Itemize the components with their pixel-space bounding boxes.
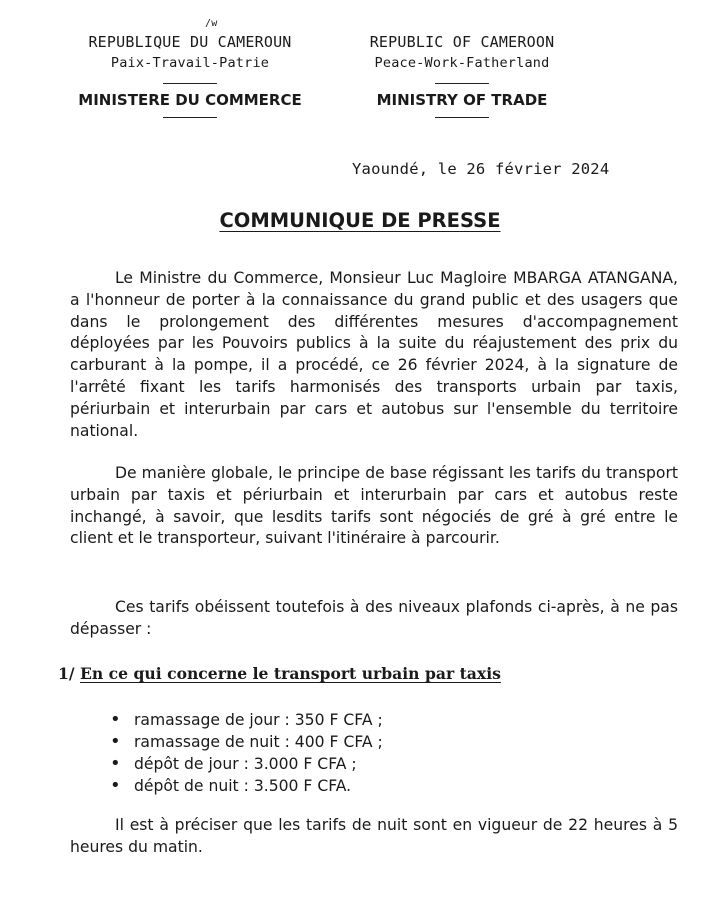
ministry-name-fr: MINISTERE DU COMMERCE [78,91,302,109]
header-left [50,33,330,71]
header-left-rule-1 [163,83,217,84]
page-title: COMMUNIQUE DE PRESSE [219,209,501,232]
section-number: 1/ [58,664,75,683]
list-item: • dépôt de nuit : 3.500 F CFA. [110,775,383,797]
date-line: Yaoundé, le 26 février 2024 [352,160,610,178]
ministry-name-en: MINISTRY OF TRADE [376,91,548,109]
motto-en: Peace-Work-Fatherland [374,55,550,71]
initials-mark: /w [205,18,218,29]
closing-paragraph: Il est à préciser que les tarifs de nuit sont en vigueur de 22 heures à 5 heures du matin. [70,816,678,856]
header-left-rule-2 [163,117,217,118]
header-right-rule-2 [435,117,489,118]
paragraph-1: Le Ministre du Commerce, Monsieur Luc Magloire MBARGA ATANGANA, a l'honneur de porter à la connaissance du grand public et des usagers que dans le prolongement des différentes mesures d'accompagnement déployées par les Pouvoirs publics à la suite du réajustement des prix du carburant à la pompe, il a procédé, ce 26 février 2024, à la signature de l'arrêté fixant les tarifs harmonisés des transports urbain par taxis, périurbain et interurbain par cars et autobus sur l'ensemble du territoire national. [70,269,678,440]
paragraph-2: De manière globale, le principe de base régissant les tarifs du transport urbain par taxis et périurbain et interurbain par cars et autobus reste inchangé, à savoir, que lesdits tarifs sont négociés de gré à gré entre le client et le transporteur, suivant l'itinéraire à parcourir. [70,464,678,548]
section-heading-text: En ce qui concerne le transport urbain par taxis [79,664,501,683]
header-right [322,33,602,71]
tariff-list [110,709,383,797]
paragraph-3: Ces tarifs obéissent toutefois à des niveaux plafonds ci-après, à ne pas dépasser : [70,598,678,638]
section-1-heading [58,664,501,683]
country-name-fr: REPUBLIQUE DU CAMEROUN [88,33,292,51]
list-item: • ramassage de jour : 350 F CFA ; [110,709,383,731]
motto-fr: Paix-Travail-Patrie [110,55,270,71]
country-name-en: REPUBLIC OF CAMEROON [369,33,555,51]
list-item: • ramassage de nuit : 400 F CFA ; [110,731,383,753]
header-right-rule-1 [435,83,489,84]
list-item: • dépôt de jour : 3.000 F CFA ; [110,753,383,775]
